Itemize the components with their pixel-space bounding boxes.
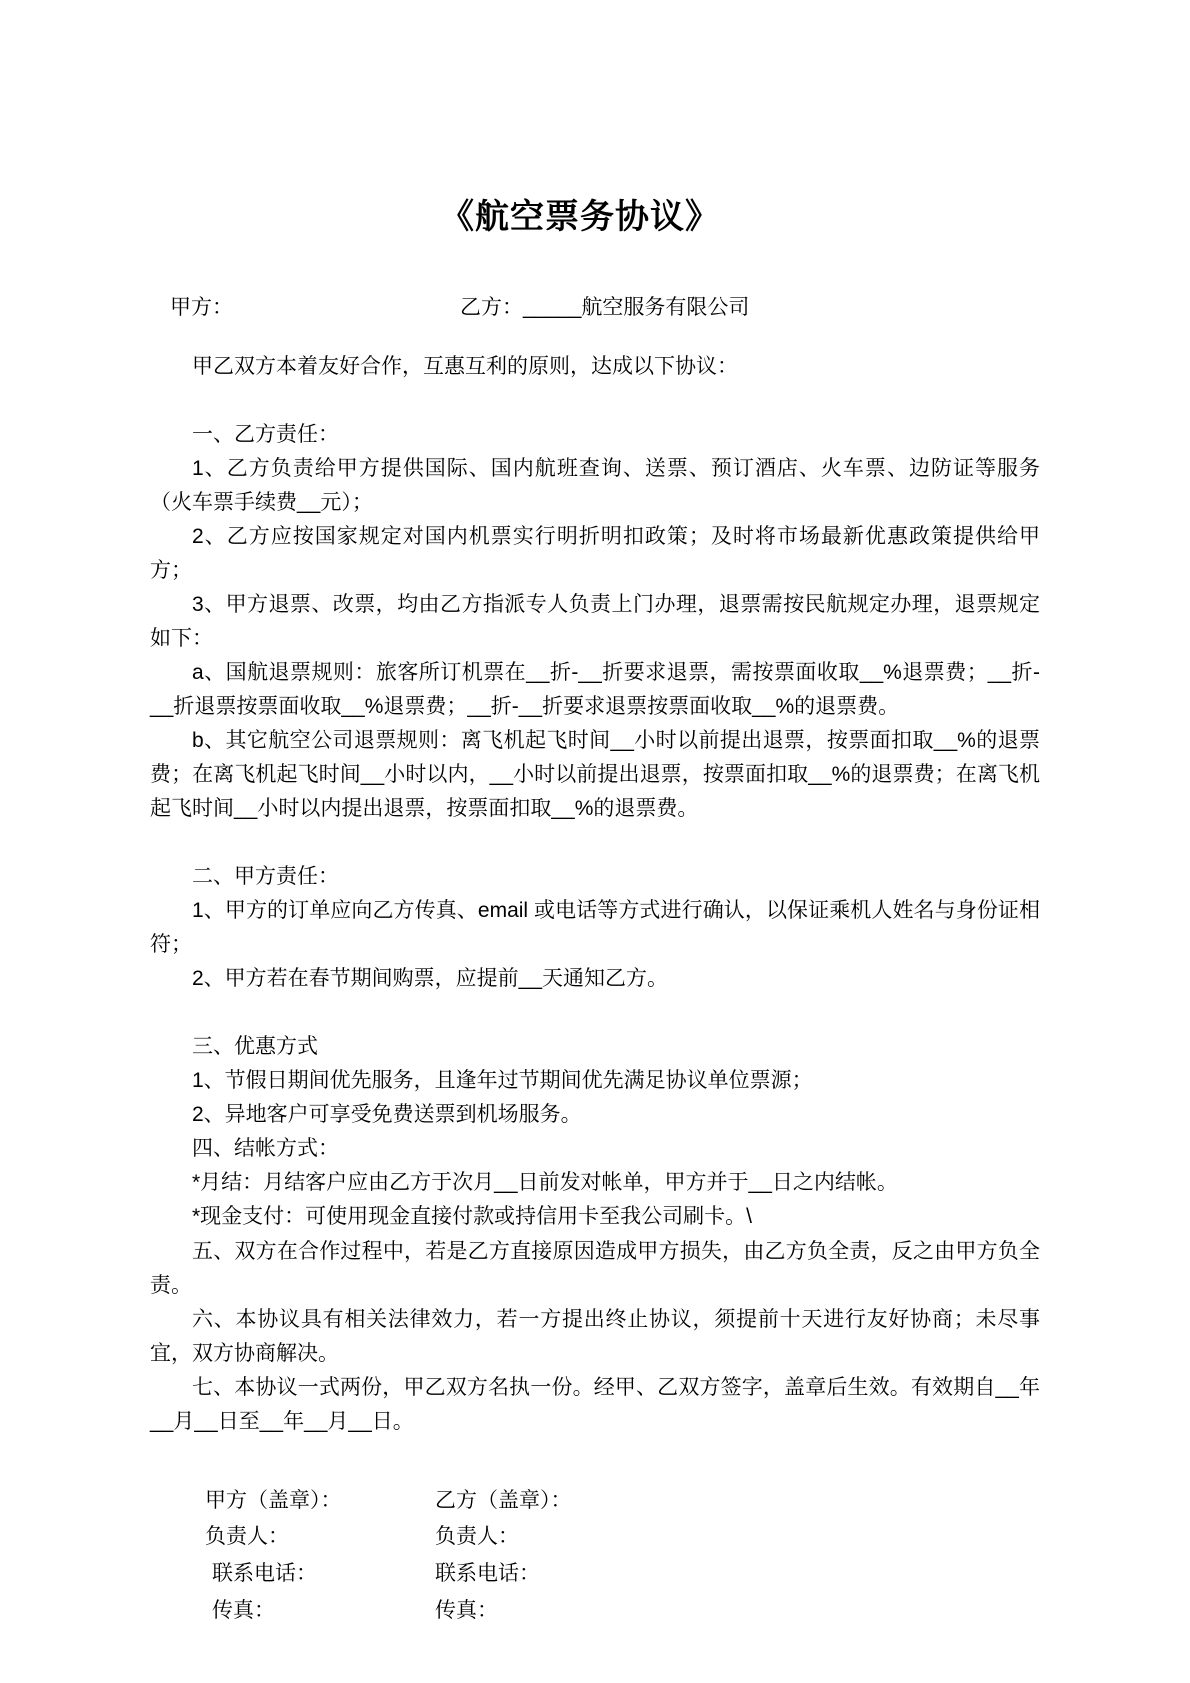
- section-two-heading: 二、甲方责任：: [192, 865, 339, 889]
- signature-row-seal: [150, 1483, 1040, 1520]
- manager-party-a-label: 负责人：: [205, 1525, 289, 1549]
- spacer-1: [150, 384, 1040, 418]
- manager-party-b-label: 负责人：: [435, 1525, 519, 1549]
- section-one-item-3b: b、其它航空公司退票规则：离飞机起飞时间__小时以前提出退票，按票面扣取__%的退票费；在离飞机起飞时间__小时以内，__小时以前提出退票，按票面扣取__%的退票费；在离飞机起飞时间__小时以内提出退票，按票面扣取__%的退票费。: [150, 729, 1040, 821]
- section-one-item-1: 1、乙方负责给甲方提供国际、国内航班查询、送票、预订酒店、火车票、边防证等服务（火车票手续费__元）；: [150, 457, 1040, 515]
- section-three-item-1: 1、节假日期间优先服务，且逢年过节期间优先满足协议单位票源；: [192, 1069, 813, 1093]
- signature-row-manager: [150, 1519, 1040, 1556]
- section-three-item-2: 2、异地客户可享受免费送票到机场服务。: [192, 1103, 582, 1127]
- section-two-item-1: 1、甲方的订单应向乙方传真、email 或电话等方式进行确认，以保证乘机人姓名与身份证相符；: [150, 899, 1040, 957]
- section-one-heading: 一、乙方责任：: [192, 423, 339, 447]
- phone-party-b-label: 联系电话：: [435, 1562, 540, 1586]
- spacer-3: [150, 996, 1040, 1030]
- section-one-item-3a: a、国航退票规则：旅客所订机票在__折-__折要求退票，需按票面收取__%退票费；__折-__折退票按票面收取__%退票费；__折-__折要求退票按票面收取__%的退票费。: [150, 661, 1040, 719]
- fax-party-b-label: 传真：: [435, 1598, 498, 1622]
- page-title: 《航空票务协议》: [440, 198, 720, 236]
- signature-row-phone: [150, 1556, 1040, 1593]
- seal-party-a-label: 甲方（盖章）：: [205, 1488, 342, 1512]
- section-two-item-2: 2、甲方若在春节期间购票，应提前__天通知乙方。: [192, 967, 669, 991]
- phone-party-a-label: 联系电话：: [212, 1562, 317, 1586]
- section-one-item-3: 3、甲方退票、改票，均由乙方指派专人负责上门办理，退票需按民航规定办理，退票规定如下：: [150, 593, 1040, 651]
- section-three-heading: 三、优惠方式: [192, 1035, 318, 1059]
- section-four-heading: 四、结帐方式：: [192, 1137, 339, 1161]
- party-a-label: 甲方：: [170, 295, 233, 319]
- section-six: 六、本协议具有相关法律效力，若一方提出终止协议，须提前十天进行友好协商；未尽事宜，双方协商解决。: [150, 1307, 1040, 1365]
- document-content: [150, 0, 1040, 1630]
- seal-party-b-label: 乙方（盖章）：: [435, 1488, 572, 1512]
- party-b-label: 乙方：_____航空服务有限公司: [460, 295, 750, 319]
- parties-row: [150, 291, 1040, 325]
- fax-party-a-label: 传真：: [212, 1598, 275, 1622]
- signature-block: [150, 1483, 1040, 1630]
- section-seven: 七、本协议一式两份，甲乙双方名执一份。经甲、乙双方签字，盖章后生效。有效期自__年__月__日至__年__月__日。: [150, 1375, 1040, 1433]
- section-four-item-1: *月结：月结客户应由乙方于次月__日前发对帐单，甲方并于__日之内结帐。: [192, 1171, 898, 1195]
- preamble-paragraph: 甲乙双方本着友好合作，互惠互利的原则，达成以下协议：: [192, 355, 738, 379]
- section-one-item-2: 2、乙方应按国家规定对国内机票实行明折明扣政策；及时将市场最新优惠政策提供给甲方；: [150, 525, 1040, 583]
- agreement-body: [150, 350, 1040, 1439]
- signature-row-fax: [150, 1593, 1040, 1630]
- spacer-2: [150, 826, 1040, 860]
- section-four-item-2: *现金支付：可使用现金直接付款或持信用卡至我公司刷卡。\: [192, 1205, 753, 1229]
- section-five: 五、双方在合作过程中，若是乙方直接原因造成甲方损失，由乙方负全责，反之由甲方负全责。: [150, 1239, 1040, 1297]
